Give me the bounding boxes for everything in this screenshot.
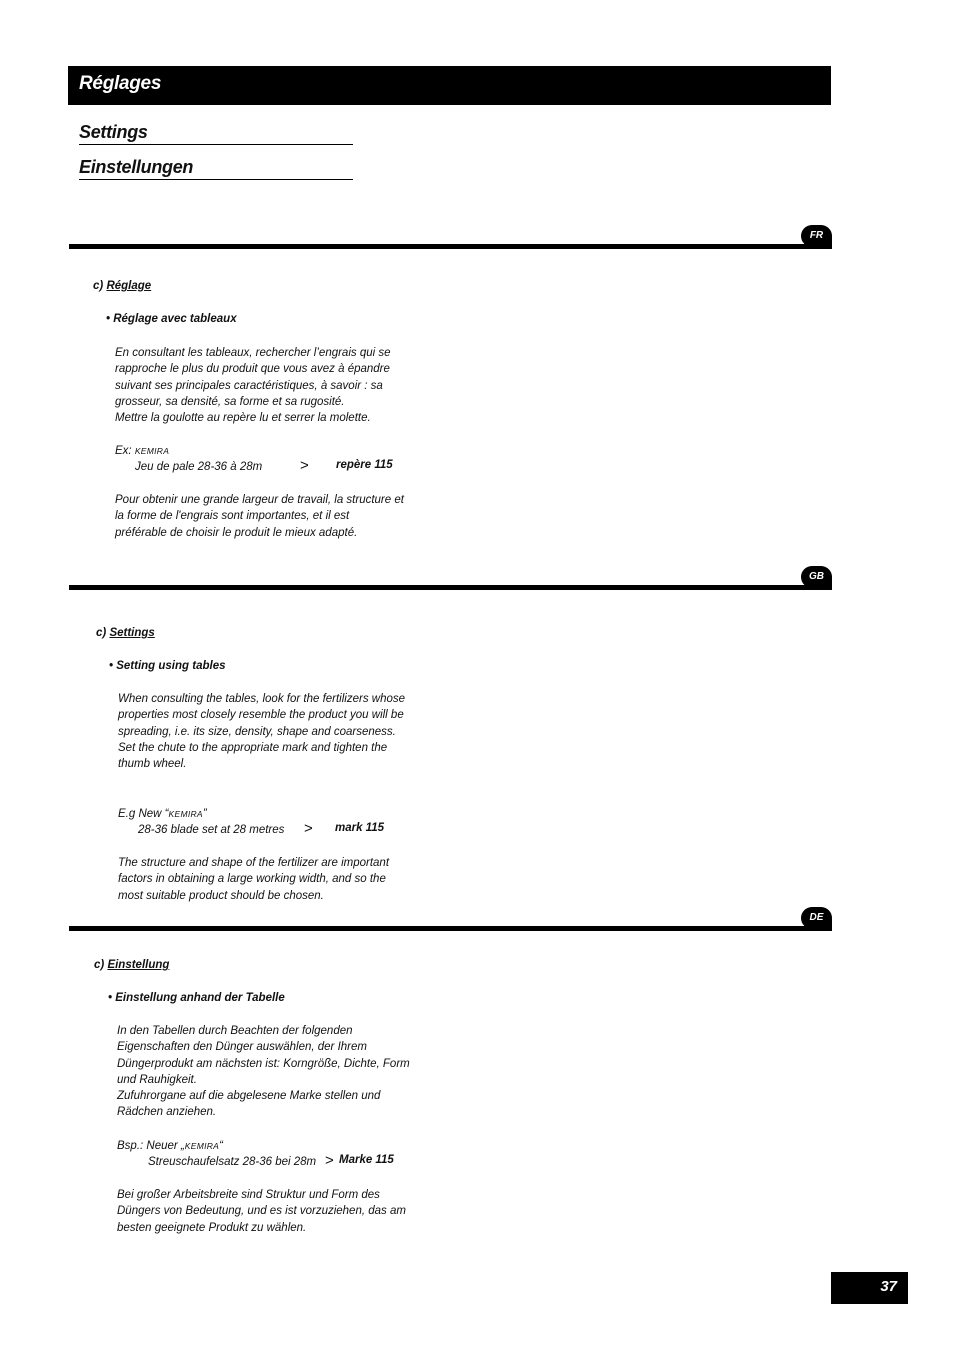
bullet-heading-de: • Einstellung anhand der Tabelle [108, 992, 285, 1004]
subtitle-settings: Settings [79, 122, 148, 142]
section-title: Settings [109, 627, 155, 639]
brand-name: KEMIRA [168, 809, 203, 819]
section-title: Einstellung [107, 959, 170, 971]
paragraph-fr-2: Pour obtenir une grande largeur de travail, la structure et la forme de l'engrais sont importantes, et il est préférable de choisir le produit le mieux adapté. [115, 494, 404, 539]
header-bar [68, 66, 831, 105]
section-heading-fr [93, 280, 151, 292]
example-detail-fr: Jeu de pale 28-36 à 28m [135, 461, 263, 473]
subtitle-einstellungen-rule [79, 179, 353, 180]
section-prefix: c) [96, 627, 107, 639]
brand-name: KEMIRA [184, 1141, 220, 1151]
section-rule-de [69, 926, 832, 931]
paragraph-de-1: In den Tabellen durch Beachten der folgenden Eigenschaften den Dünger auswählen, der Ihrem Düngerprodukt am nächsten ist: Korngröße, Dichte, Form und Rauhigkeit. Zufuhrorgane auf die abgelesene Marke stellen und Rädchen anziehen. [117, 1025, 410, 1119]
language-badge-gb: GB [801, 566, 832, 588]
example-mark-gb: mark 115 [335, 822, 385, 834]
subtitle-einstellungen: Einstellungen [79, 157, 194, 177]
arrow-icon: > [325, 1152, 334, 1169]
bullet-heading-fr: • Réglage avec tableaux [106, 313, 237, 325]
section-heading-gb [96, 627, 155, 639]
section-prefix: c) [94, 959, 105, 971]
arrow-icon: > [304, 820, 313, 837]
subtitle-settings-rule [79, 144, 353, 145]
example-label-fr: Ex: KEMIRA [115, 445, 170, 457]
bullet-heading-gb: • Setting using tables [109, 660, 226, 672]
section-title: Réglage [106, 280, 152, 292]
example-detail-gb: 28-36 blade set at 28 metres [138, 824, 285, 836]
example-label-gb: E.g New “KEMIRA” [118, 808, 207, 820]
language-badge-fr: FR [801, 225, 832, 247]
paragraph-de-2: Bei großer Arbeitsbreite sind Struktur und Form des Düngers von Bedeutung, und es ist vorzuziehen, das am besten geeignete Produkt zu wählen. [117, 1189, 406, 1234]
example-label-de: Bsp.: Neuer „KEMIRA“ [117, 1140, 223, 1152]
paragraph-gb-1: When consulting the tables, look for the fertilizers whose properties most closely resemble the product you will be spreading, i.e. its size, density, shape and coarseness. Set the chute to the appropriate mark and tighten the thumb wheel. [118, 693, 406, 771]
page-number: 37 [880, 1278, 897, 1295]
brand-name: KEMIRA [134, 446, 170, 456]
paragraph-gb-2: The structure and shape of the fertilizer are important factors in obtaining a large working width, and so the most suitable product should be chosen. [118, 857, 390, 902]
page-title: Réglages [79, 73, 162, 94]
section-rule-gb [69, 585, 832, 590]
example-mark-de: Marke 115 [339, 1154, 394, 1166]
section-prefix: c) [93, 280, 104, 292]
paragraph-fr-1: En consultant les tableaux, rechercher l’engrais qui se rapproche le plus du produit que vous avez à épandre suivant ses principales caractéristiques, à savoir : sa grosseur, sa densité, sa forme et sa rugosité. Mettre la goulotte au repère lu et serrer la molette. [115, 347, 391, 425]
section-heading-de [94, 959, 169, 971]
arrow-icon: > [300, 457, 309, 474]
example-detail-de: Streuschaufelsatz 28-36 bei 28m [148, 1156, 317, 1168]
language-badge-de: DE [801, 907, 832, 929]
page-number-box [831, 1272, 908, 1304]
example-mark-fr: repère 115 [336, 459, 393, 471]
section-rule-fr [69, 244, 832, 249]
